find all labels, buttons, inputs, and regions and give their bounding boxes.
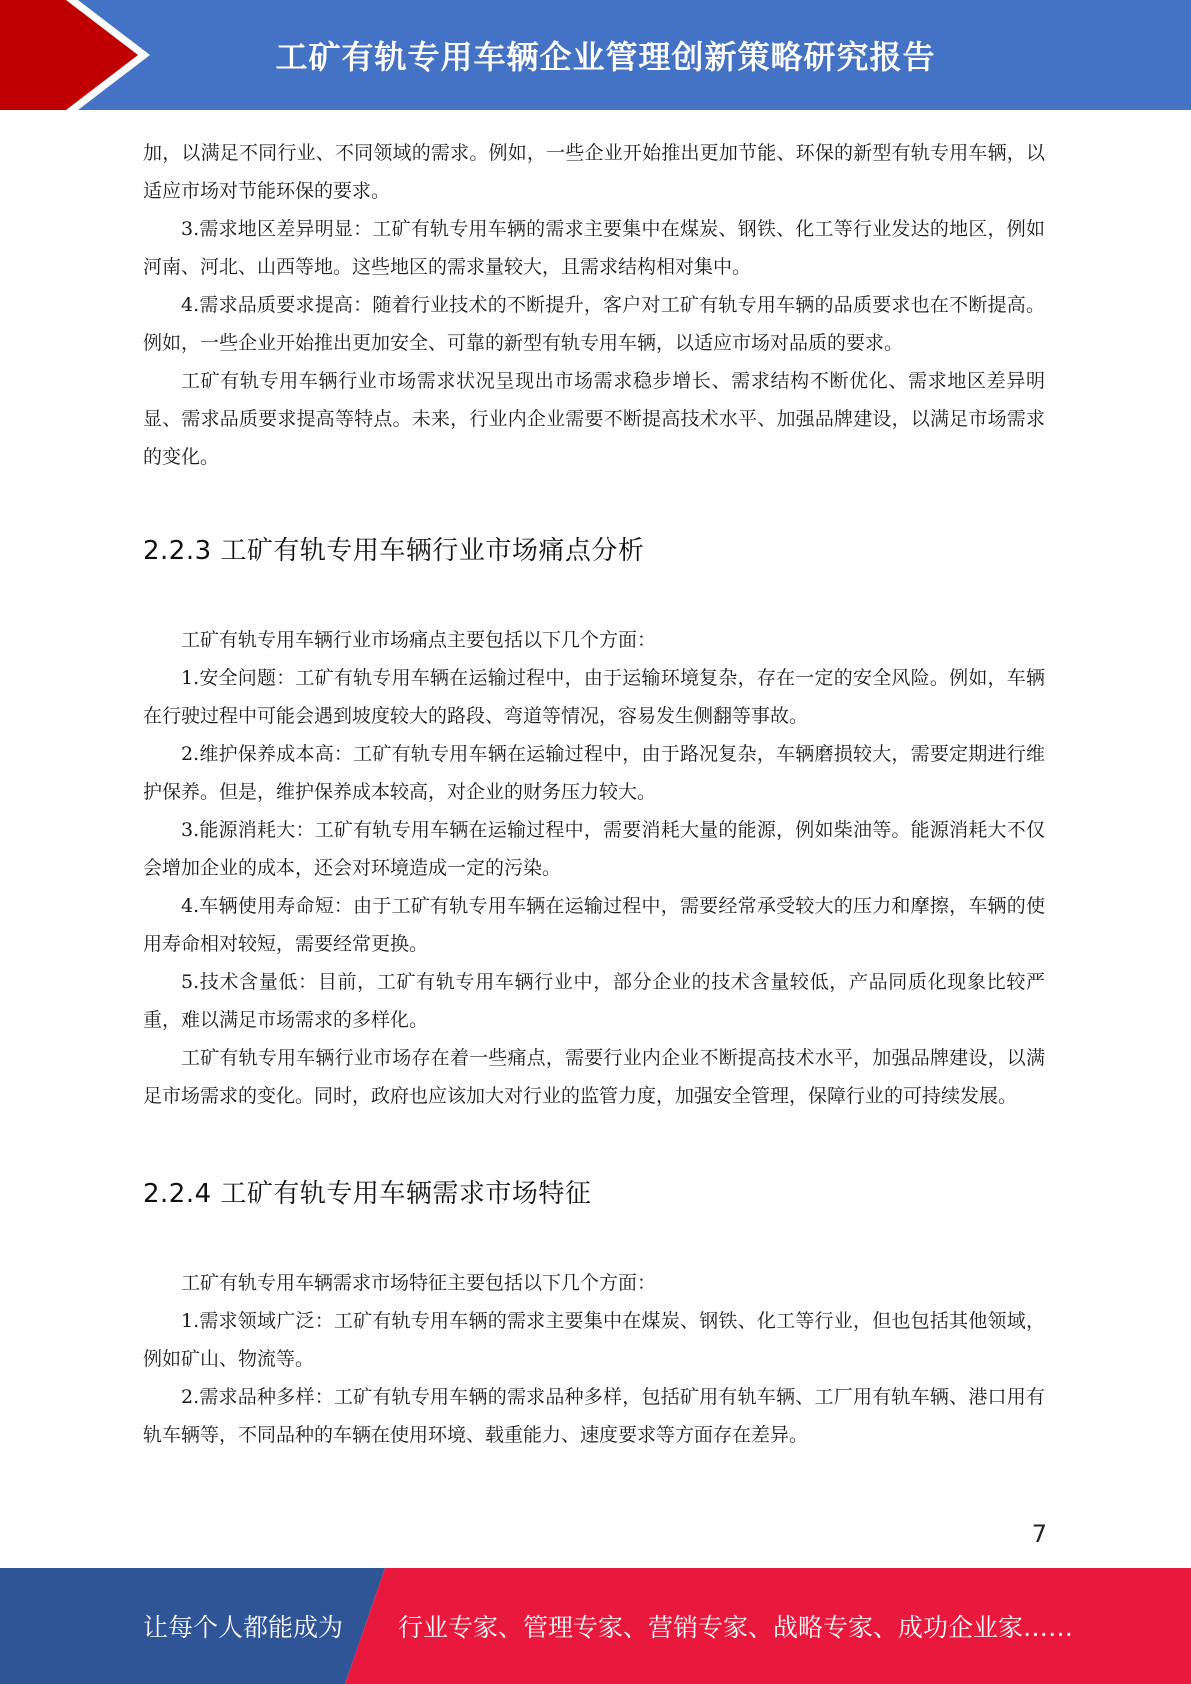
paragraph: 2.维护保养成本高：工矿有轨专用车辆在运输过程中，由于路况复杂，车辆磨损较大，需要定期进行维护保养。但是，维护保养成本较高，对企业的财务压力较大。	[143, 743, 1045, 803]
paragraph: 2.需求品种多样：工矿有轨专用车辆的需求品种多样，包括矿用有轨车辆、工厂用有轨车辆、港口用有轨车辆等，不同品种的车辆在使用环境、载重能力、速度要求等方面存在差异。	[143, 1386, 1045, 1446]
paragraph: 1.需求领域广泛：工矿有轨专用车辆的需求主要集中在煤炭、钢铁、化工等行业，但也包括其他领域，例如矿山、物流等。	[143, 1310, 1045, 1370]
section-heading-2-2-3: 2.2.3 工矿有轨专用车辆行业市场痛点分析	[143, 536, 645, 566]
paragraph: 5.技术含量低：目前，工矿有轨专用车辆行业中，部分企业的技术含量较低，产品同质化现象比较严重，难以满足市场需求的多样化。	[143, 971, 1045, 1031]
footer-slogan-left: 让每个人都能成为	[143, 1613, 344, 1642]
paragraph: 工矿有轨专用车辆需求市场特征主要包括以下几个方面：	[181, 1272, 657, 1294]
page-number: 7	[1031, 1520, 1047, 1548]
paragraph: 工矿有轨专用车辆行业市场存在着一些痛点，需要行业内企业不断提高技术水平，加强品牌建设，以满足市场需求的变化。同时，政府也应该加大对行业的监管力度，加强安全管理，保障行业的可持续发展。	[143, 1047, 1045, 1107]
document-body	[143, 134, 1045, 1454]
paragraph: 4.车辆使用寿命短：由于工矿有轨专用车辆在运输过程中，需要经常承受较大的压力和摩擦，车辆的使用寿命相对较短，需要经常更换。	[143, 895, 1045, 955]
header-title: 工矿有轨专用车辆企业管理创新策略研究报告	[275, 38, 936, 76]
paragraph: 1.安全问题：工矿有轨专用车辆在运输过程中，由于运输环境复杂，存在一定的安全风险。例如，车辆在行驶过程中可能会遇到坡度较大的路段、弯道等情况，容易发生侧翻等事故。	[143, 667, 1045, 727]
section-heading-2-2-4: 2.2.4 工矿有轨专用车辆需求市场特征	[143, 1179, 592, 1209]
paragraph: 工矿有轨专用车辆行业市场需求状况呈现出市场需求稳步增长、需求结构不断优化、需求地区差异明显、需求品质要求提高等特点。未来，行业内企业需要不断提高技术水平、加强品牌建设，以满足市场需求的变化。	[143, 370, 1045, 468]
paragraph: 4.需求品质要求提高：随着行业技术的不断提升，客户对工矿有轨专用车辆的品质要求也在不断提高。例如，一些企业开始推出更加安全、可靠的新型有轨专用车辆，以适应市场对品质的要求。	[143, 294, 1045, 354]
paragraph: 3.能源消耗大：工矿有轨专用车辆在运输过程中，需要消耗大量的能源，例如柴油等。能源消耗大不仅会增加企业的成本，还会对环境造成一定的污染。	[143, 819, 1045, 879]
page-header	[0, 0, 1191, 110]
page-footer	[0, 1568, 1191, 1684]
paragraph: 3.需求地区差异明显：工矿有轨专用车辆的需求主要集中在煤炭、钢铁、化工等行业发达的地区，例如河南、河北、山西等地。这些地区的需求量较大，且需求结构相对集中。	[143, 218, 1045, 278]
footer-slogan-right: 行业专家、管理专家、营销专家、战略专家、成功企业家……	[398, 1613, 1074, 1642]
paragraph: 工矿有轨专用车辆行业市场痛点主要包括以下几个方面：	[181, 629, 657, 651]
paragraph: 加，以满足不同行业、不同领域的需求。例如，一些企业开始推出更加节能、环保的新型有轨专用车辆，以适应市场对节能环保的要求。	[143, 142, 1045, 202]
